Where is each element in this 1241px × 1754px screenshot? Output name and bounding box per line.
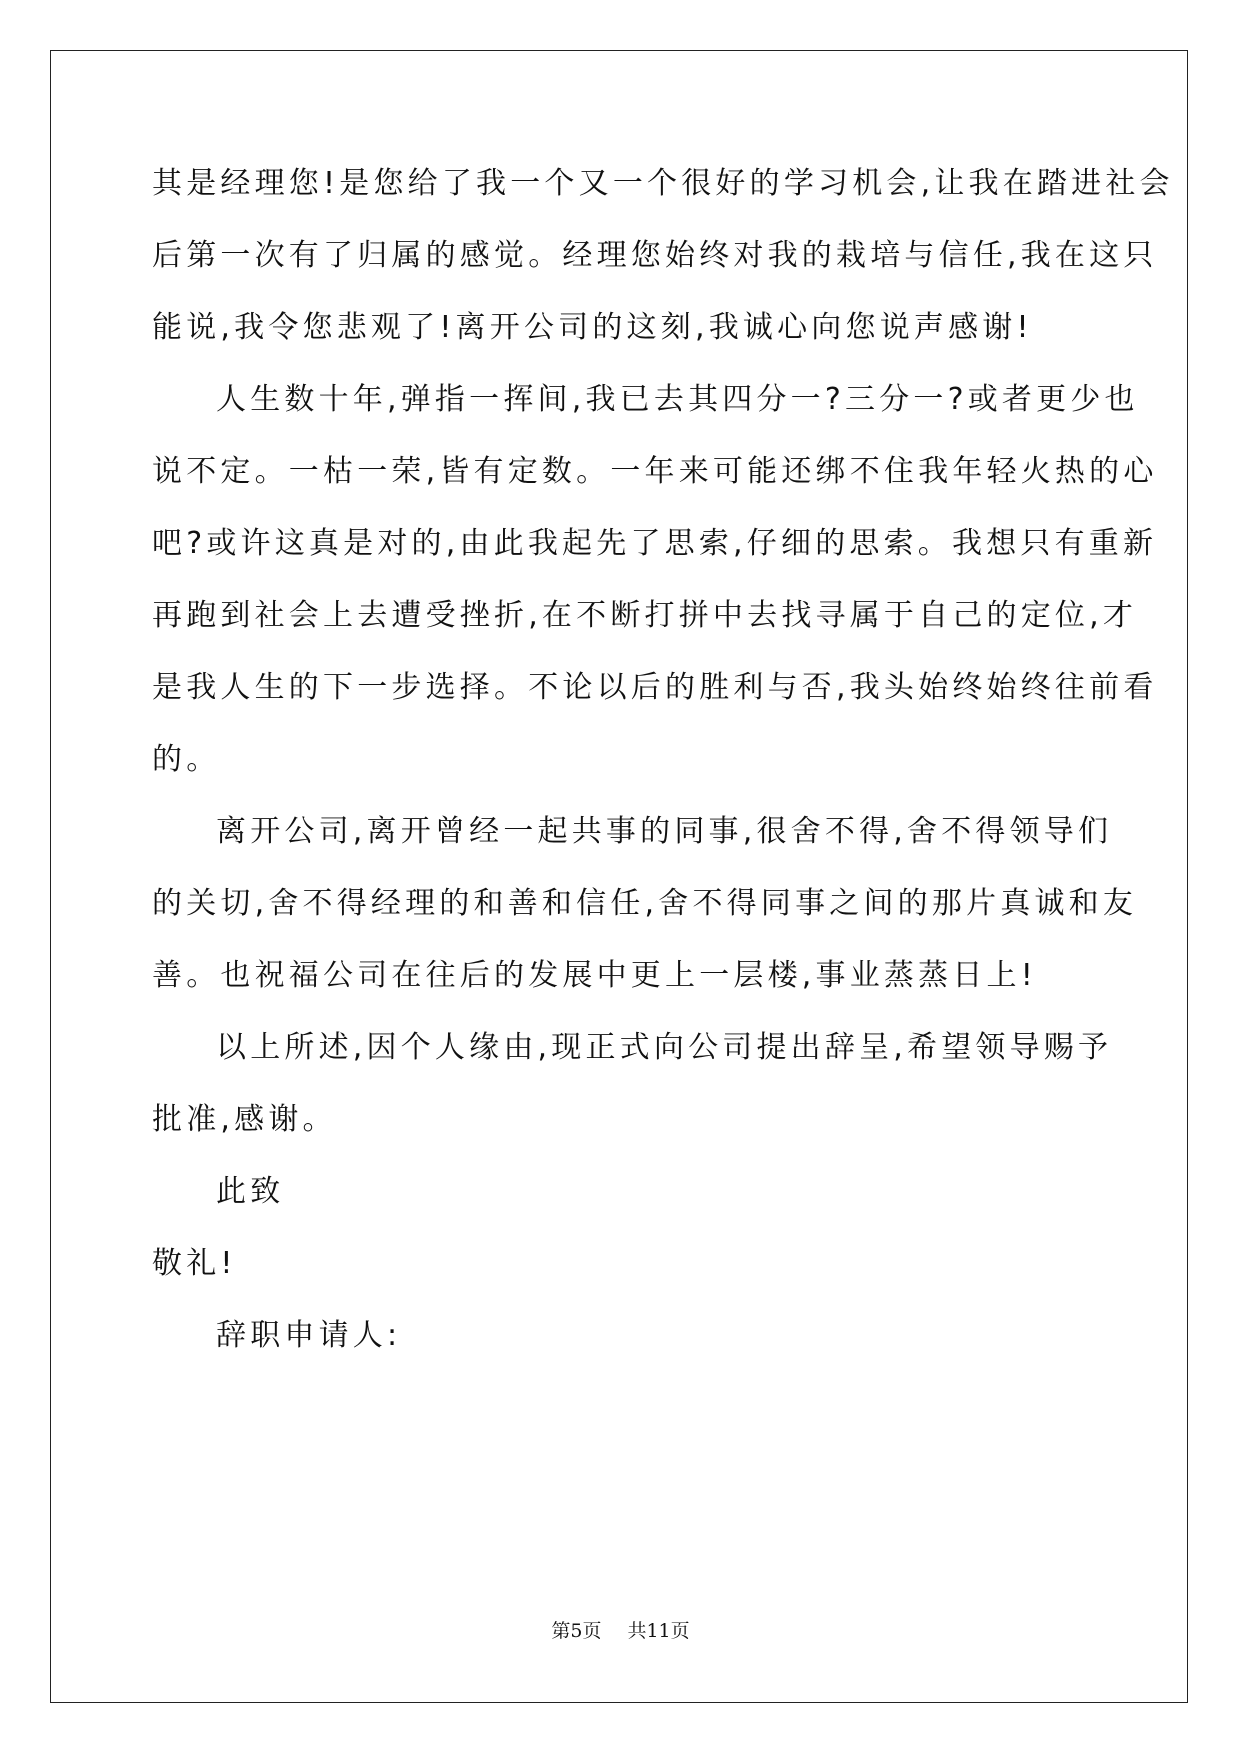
text-line: 吧?或许这真是对的,由此我起先了思索,仔细的思索。我想只有重新 — [152, 526, 1158, 561]
text-line: 的关切,舍不得经理的和善和信任,舍不得同事之间的那片真诚和友 — [152, 886, 1138, 921]
closing-salutation: 此致 — [216, 1174, 285, 1209]
page-number-current: 第5页 — [551, 1620, 602, 1642]
text-line: 的。 — [152, 742, 221, 777]
text-line: 是我人生的下一步选择。不论以后的胜利与否,我头始终始终往前看 — [152, 670, 1158, 705]
text-line: 说不定。一枯一荣,皆有定数。一年来可能还绑不住我年轻火热的心 — [152, 454, 1158, 489]
text-line: 批准,感谢。 — [152, 1102, 337, 1137]
paragraph-start-line: 离开公司,离开曾经一起共事的同事,很舍不得,舍不得领导们 — [216, 814, 1113, 849]
closing-respect: 敬礼! — [152, 1246, 237, 1281]
paragraph-start-line: 以上所述,因个人缘由,现正式向公司提出辞呈,希望领导赐予 — [216, 1030, 1113, 1065]
text-line: 再跑到社会上去遭受挫折,在不断打拼中去找寻属于自己的定位,才 — [152, 598, 1138, 633]
paragraph-start-line: 人生数十年,弹指一挥间,我已去其四分一?三分一?或者更少也 — [216, 382, 1139, 417]
page-border — [50, 50, 1188, 1703]
page-footer — [0, 1616, 1241, 1646]
page-number-total: 共11页 — [627, 1620, 690, 1642]
text-line: 能说,我令您悲观了!离开公司的这刻,我诚心向您说声感谢! — [152, 310, 1033, 345]
applicant-signature-label: 辞职申请人: — [216, 1318, 402, 1353]
text-line: 善。也祝福公司在往后的发展中更上一层楼,事业蒸蒸日上! — [152, 958, 1037, 993]
text-line: 其是经理您!是您给了我一个又一个很好的学习机会,让我在踏进社会 — [152, 166, 1174, 201]
text-line: 后第一次有了归属的感觉。经理您始终对我的栽培与信任,我在这只 — [152, 238, 1158, 273]
